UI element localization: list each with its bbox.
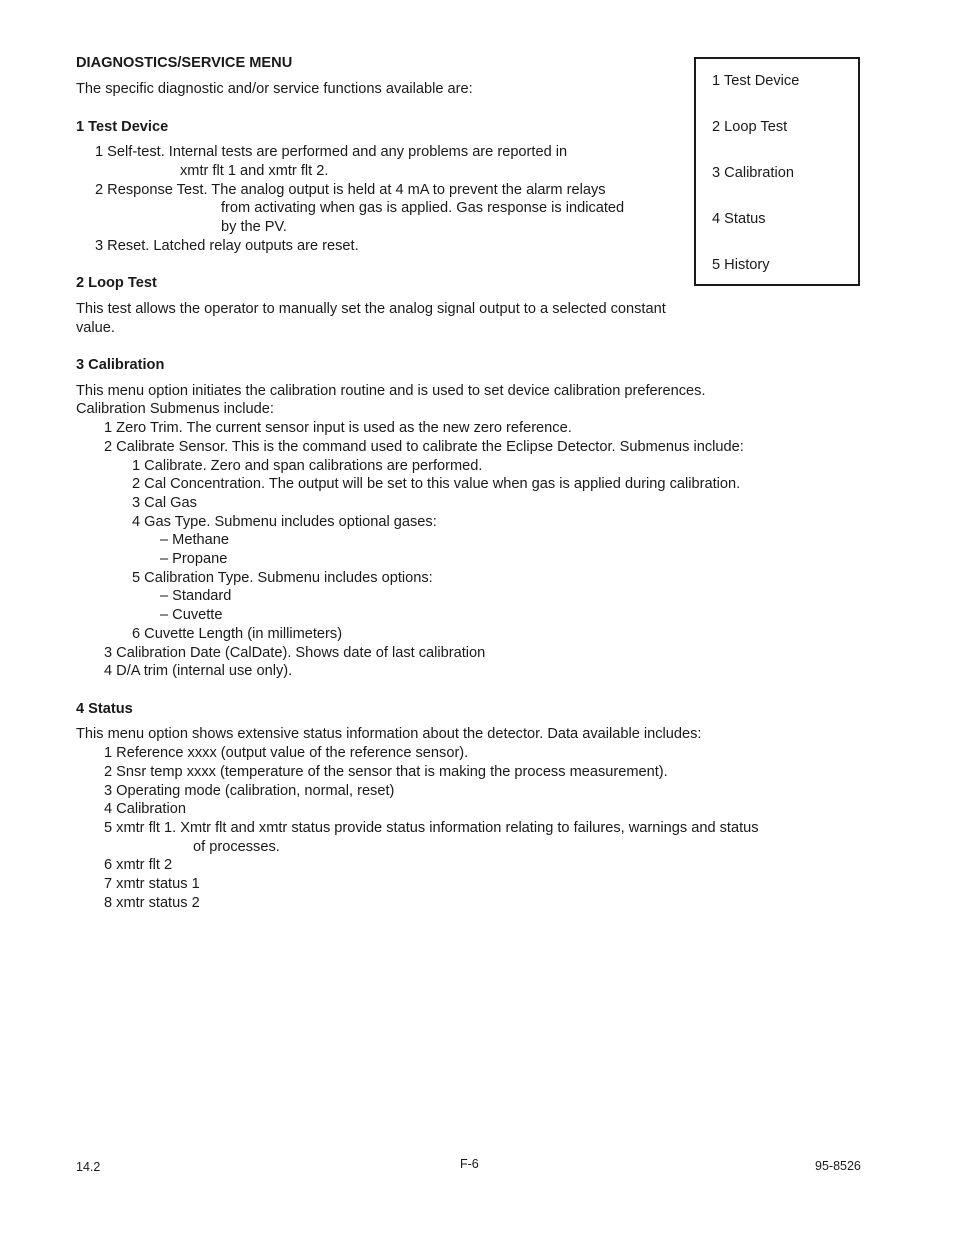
test-device-line: 3 Reset. Latched relay outputs are reset. [95,238,359,254]
calibration-line: 1 Zero Trim. The current sensor input is used as the new zero reference. [104,420,572,436]
status-line: 6 xmtr flt 2 [104,857,173,873]
calibration-line: 3 Cal Gas [132,495,197,511]
calibration-line: 2 Calibrate Sensor. This is the command used to calibrate the Eclipse Detector. Submenus include: [104,439,744,455]
calibration-line: This menu option initiates the calibration routine and is used to set device calibration preferences. [76,383,706,399]
test-device-line: 2 Response Test. The analog output is held at 4 mA to prevent the alarm relays [95,182,606,198]
status-line: 1 Reference xxxx (output value of the reference sensor). [104,745,469,761]
footer-page-number: F-6 [460,1157,479,1171]
calibration-line: 6 Cuvette Length (in millimeters) [132,626,343,642]
section-heading-status: 4 Status [76,701,133,717]
menu-item-history: 5 History [712,257,770,273]
test-device-line: 1 Self-test. Internal tests are performed and any problems are reported in [95,144,568,160]
calibration-line: 1 Calibrate. Zero and span calibrations are performed. [132,458,483,474]
test-device-line: xmtr flt 1 and xmtr flt 2. [180,163,329,179]
test-device-line: by the PV. [221,219,287,235]
status-line: 7 xmtr status 1 [104,876,200,892]
calibration-line: 2 Cal Concentration. The output will be set to this value when gas is applied during calibration. [132,476,741,492]
intro-text: The specific diagnostic and/or service functions available are: [76,81,473,97]
menu-box [694,57,860,286]
section-heading-loop-test: 2 Loop Test [76,275,157,291]
page-title: DIAGNOSTICS/SERVICE MENU [76,55,293,71]
calibration-line: Calibration Submenus include: [76,401,274,417]
loop-test-line: value. [76,320,115,336]
menu-item-loop-test: 2 Loop Test [712,119,788,135]
calibration-line: 4 D/A trim (internal use only). [104,663,293,679]
status-line: This menu option shows extensive status information about the detector. Data available includes: [76,726,702,742]
calibration-line: – Propane [160,551,228,567]
calibration-line: – Standard [160,588,232,604]
footer-revision: 14.2 [76,1160,101,1174]
calibration-line: – Methane [160,532,229,548]
calibration-line: – Cuvette [160,607,223,623]
status-line: 4 Calibration [104,801,186,817]
status-line: of processes. [193,839,280,855]
loop-test-line: This test allows the operator to manually set the analog signal output to a selected constant [76,301,666,317]
test-device-line: from activating when gas is applied. Gas response is indicated [221,200,625,216]
calibration-line: 5 Calibration Type. Submenu includes options: [132,570,433,586]
menu-item-calibration: 3 Calibration [712,165,794,181]
section-heading-calibration: 3 Calibration [76,357,165,373]
status-line: 5 xmtr flt 1. Xmtr flt and xmtr status provide status information relating to failures, warnings and status [104,820,759,836]
status-line: 3 Operating mode (calibration, normal, reset) [104,783,395,799]
status-line: 8 xmtr status 2 [104,895,200,911]
footer-document-number: 95-8526 [815,1159,861,1173]
menu-item-status: 4 Status [712,211,766,227]
calibration-line: 3 Calibration Date (CalDate). Shows date of last calibration [104,645,486,661]
section-heading-test-device: 1 Test Device [76,119,169,135]
calibration-line: 4 Gas Type. Submenu includes optional gases: [132,514,437,530]
status-line: 2 Snsr temp xxxx (temperature of the sensor that is making the process measurement). [104,764,668,780]
menu-item-test-device: 1 Test Device [712,73,800,89]
